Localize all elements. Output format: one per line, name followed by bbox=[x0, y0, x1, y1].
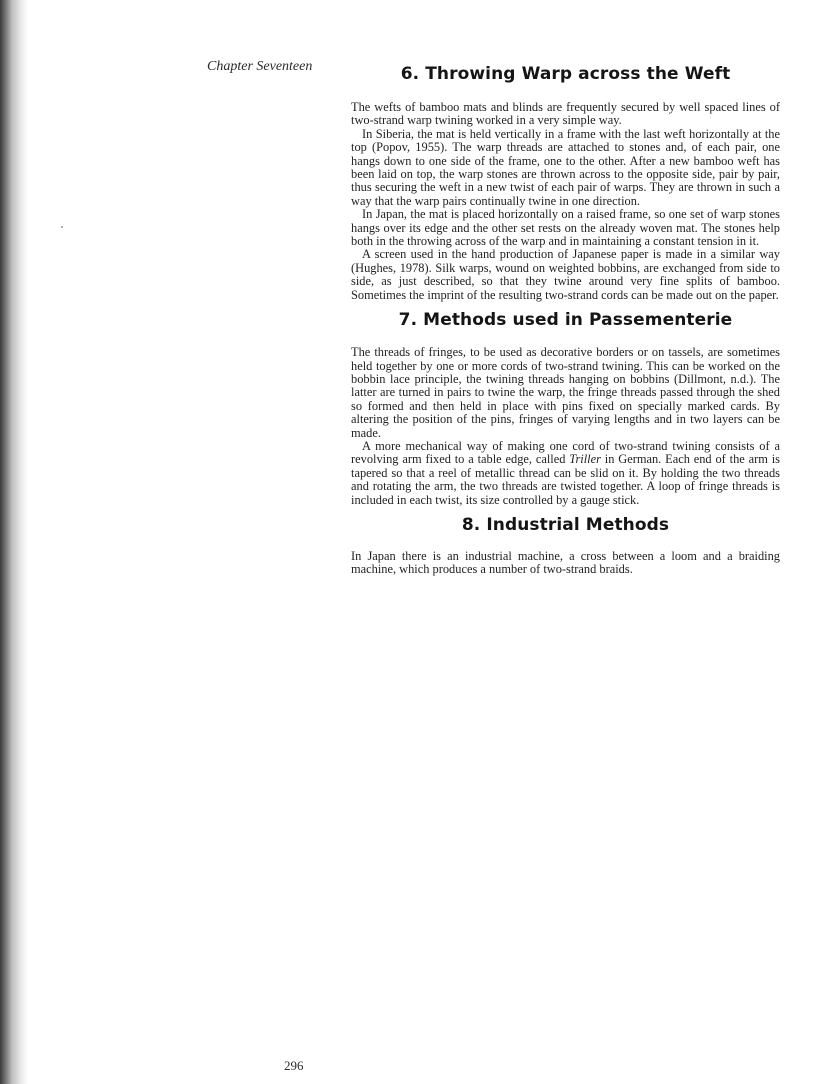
paragraph: In Japan there is an industrial machine, a cross between a loom and a braiding machine, which produces a number of two-strand braids. bbox=[351, 548, 780, 577]
paragraph: In Siberia, the mat is held vertically in a frame with the last weft horizontally at the top (Popov, 1955). The warp threads are attached to stones and, of each pair, one hangs down to one side of the frame, one to the other. After a new bamboo weft has been laid on top, the warp stones are thrown across to the opposite side, pair by pair, thus securing the weft in a new twist of each pair of warps. They are thrown in such a way that the warp pairs continually twine in one direction. bbox=[351, 126, 780, 208]
paragraph-text: in German. Each end of the arm is tapered so that a reel of metallic thread can be slid on it. By holding the two threads and rotating the arm, the two threads are twisted together. A loop of fringe threads is included in each twist, its size controlled by a gauge stick. bbox=[351, 452, 780, 507]
italic-term: Triller bbox=[569, 452, 601, 467]
paragraph: The wefts of bamboo mats and blinds are frequently secured by well spaced lines of two-strand warp twining worked in a very simple way. bbox=[351, 100, 780, 128]
running-head: Chapter Seventeen bbox=[207, 59, 313, 74]
section-heading-7: 7. Methods used in Passementerie bbox=[398, 310, 733, 331]
paragraph: A screen used in the hand production of Japanese paper is made in a similar way (Hughes, 1978). Silk warps, wound on weighted bobbins, are exchanged from side to side, as just described, so that they twine around very fine splits of bamboo. Sometimes the imprint of the resulting two-strand cords can be made out on the paper. bbox=[351, 247, 780, 302]
text-column bbox=[351, 62, 780, 577]
section-heading-6: 6. Throwing Warp across the Weft bbox=[400, 64, 731, 84]
paragraph: In Japan, the mat is placed horizontally on a raised frame, so one set of warp stones hangs over its edge and the other set rests on the already woven mat. The stones help both in the throwing across of the warp and in maintaining a constant tension in it. bbox=[351, 207, 780, 249]
paragraph bbox=[351, 440, 780, 507]
section-heading-8: 8. Industrial Methods bbox=[461, 514, 670, 535]
paragraph: The threads of fringes, to be used as decorative borders or on tassels, are sometimes held together by one or more cords of two-strand twining. This can be worked on the bobbin lace principle, the twining threads hanging on bobbins (Dillmont, n.d.). The latter are turned in pairs to twine the warp, the fringe threads passed through the shed so formed and then held in place with pins fixed on specially marked cards. By altering the position of the pins, fringes of varying lengths and in two layers can be made. bbox=[351, 345, 780, 440]
page-number: 296 bbox=[284, 1058, 304, 1073]
paragraph-text: A more mechanical way of making one cord of two-strand twining consists of a revolving arm fixed to a table edge, called bbox=[351, 438, 780, 467]
